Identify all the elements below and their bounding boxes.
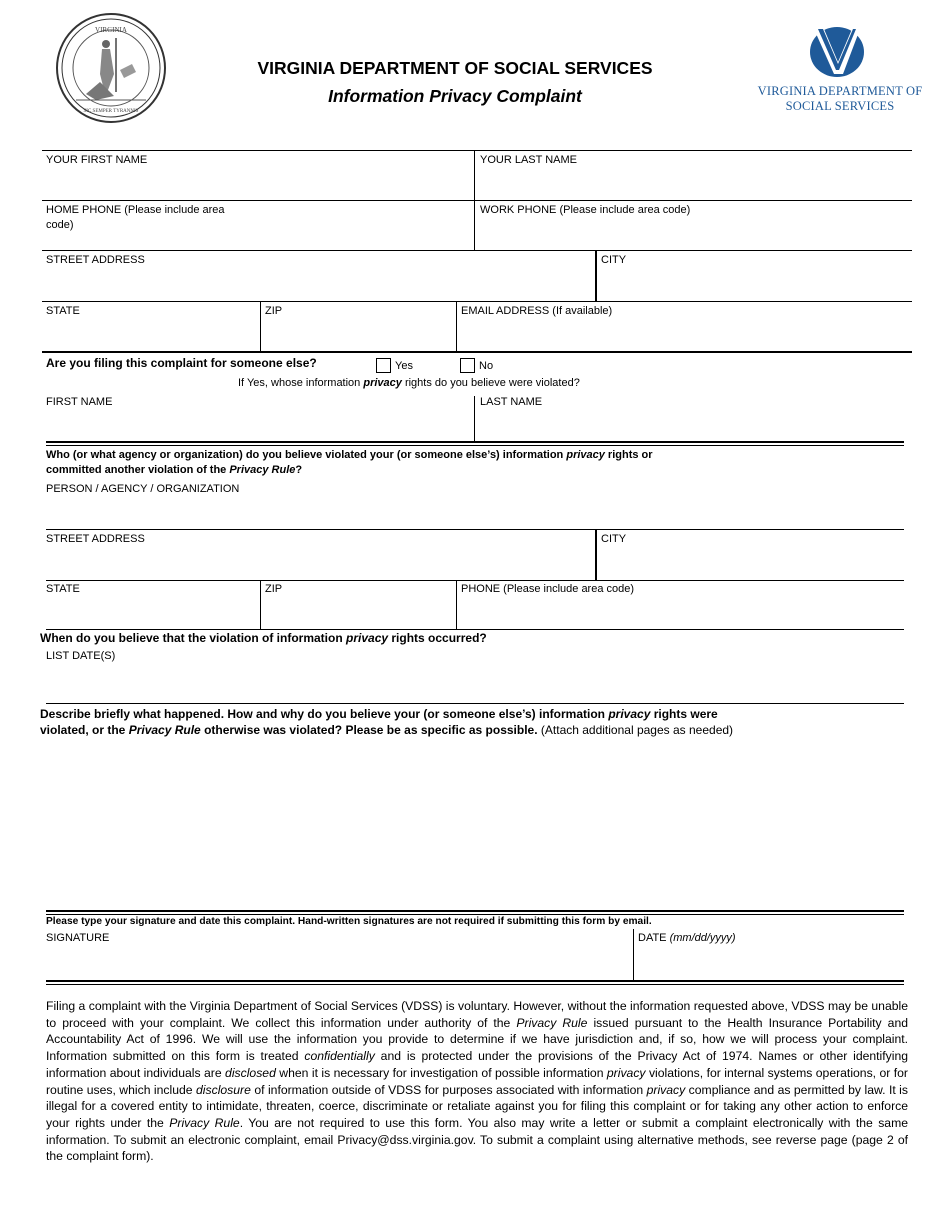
street-address-label: STREET ADDRESS bbox=[46, 254, 145, 266]
street-address-field[interactable] bbox=[44, 268, 592, 299]
org-label: PERSON / AGENCY / ORGANIZATION bbox=[46, 483, 240, 495]
vdss-logo-icon bbox=[808, 26, 866, 78]
notice-e5: disclosure bbox=[196, 1082, 251, 1097]
no-label: No bbox=[479, 360, 494, 372]
describe-l1-post: rights were bbox=[650, 707, 718, 721]
notice-t3: and is protected under the provisions of the Privacy Act of 1974. Names or other identifying information about individuals are bbox=[46, 1049, 908, 1080]
when-question bbox=[40, 630, 487, 646]
email-label: EMAIL ADDRESS (If available) bbox=[461, 305, 613, 317]
zip-field[interactable] bbox=[263, 319, 454, 350]
notice-t5: violations, for internal systems operations, or for routine uses, which include bbox=[46, 1065, 908, 1097]
violator-q3: committed another violation of the bbox=[46, 464, 230, 476]
notice-t1: Filing a complaint with the Virginia Department of Social Services (VDSS) is voluntary. However, without the information requested above, VDSS may be unable to proceed with your complaint. We collect this information under authority of the bbox=[46, 999, 908, 1030]
whose-rights-subtitle bbox=[238, 376, 580, 391]
org-field[interactable] bbox=[44, 498, 902, 528]
signature-instruction: Please type your signature and date this complaint. Hand-written signatures are not required if submitting this form by email. bbox=[46, 916, 652, 927]
home-phone-label-line1: HOME PHONE (Please include area bbox=[46, 204, 225, 216]
describe-l1-pre: Describe briefly what happened. How and why do you believe your (or someone else’s) information bbox=[40, 707, 609, 721]
sub-em: privacy bbox=[363, 377, 402, 389]
zip-label: ZIP bbox=[265, 305, 283, 317]
describe-textarea[interactable] bbox=[40, 742, 904, 906]
notice-e2: confidentially bbox=[304, 1049, 375, 1064]
violator-city-label: CITY bbox=[601, 533, 627, 545]
work-phone-label: WORK PHONE (Please include area code) bbox=[480, 204, 691, 216]
logo-line-2: SOCIAL SERVICES bbox=[785, 99, 895, 113]
describe-l1-em: privacy bbox=[608, 707, 651, 721]
describe-l2-note: (Attach additional pages as needed) bbox=[537, 723, 734, 737]
violator-street-field[interactable] bbox=[44, 547, 592, 578]
notice-e4: privacy bbox=[606, 1065, 646, 1080]
notice-t7: compliance and as permitted by law. It is illegal for a covered entity to intimidate, threaten, coerce, discriminate or retaliate against you for filing this complaint or for taking any other action to enforce your rights under the bbox=[46, 1082, 908, 1130]
describe-l2-em: Privacy Rule bbox=[128, 723, 201, 737]
privacy-notice bbox=[46, 998, 908, 1165]
violator-state-label: STATE bbox=[46, 583, 80, 595]
describe-l2-pre: violated, or the bbox=[40, 723, 129, 737]
violator-city-field[interactable] bbox=[599, 547, 902, 578]
violator-state-field[interactable] bbox=[44, 597, 258, 628]
no-checkbox[interactable] bbox=[460, 358, 475, 373]
list-dates-field[interactable] bbox=[44, 665, 902, 702]
last-name-field[interactable] bbox=[476, 165, 910, 199]
other-first-name-field[interactable] bbox=[44, 410, 472, 440]
violator-question bbox=[46, 448, 746, 478]
virginia-seal bbox=[54, 12, 168, 124]
state-label: STATE bbox=[46, 305, 80, 317]
violator-q3-em: Privacy Rule bbox=[229, 464, 296, 476]
when-q-em: privacy bbox=[346, 631, 389, 645]
yes-label: Yes bbox=[395, 360, 413, 372]
signature-label: SIGNATURE bbox=[46, 932, 110, 944]
date-label-text: DATE bbox=[638, 932, 670, 944]
violator-phone-label: PHONE (Please include area code) bbox=[461, 583, 635, 595]
violator-street-label: STREET ADDRESS bbox=[46, 533, 145, 545]
notice-t4: when it is necessary for investigation of possible information bbox=[275, 1065, 607, 1080]
state-field[interactable] bbox=[44, 319, 258, 350]
seal-motto: SIC SEMPER TYRANNIS bbox=[83, 109, 139, 114]
violator-zip-field[interactable] bbox=[263, 597, 454, 628]
logo-line-1: VIRGINIA DEPARTMENT OF bbox=[757, 84, 923, 98]
violator-q1: Who (or what agency or organization) do you believe violated your (or someone else’s) information bbox=[46, 449, 567, 461]
seal-text: VIRGINIA bbox=[95, 26, 127, 34]
email-field[interactable] bbox=[459, 319, 910, 350]
home-phone-field[interactable] bbox=[44, 232, 472, 249]
notice-e1: Privacy Rule bbox=[516, 1015, 588, 1030]
list-dates-label: LIST DATE(S) bbox=[46, 650, 116, 662]
when-q-pre: When do you believe that the violation of information bbox=[40, 631, 347, 645]
describe-question bbox=[40, 706, 900, 738]
first-name-label: YOUR FIRST NAME bbox=[46, 154, 148, 166]
other-first-name-label: FIRST NAME bbox=[46, 396, 113, 408]
yes-checkbox[interactable] bbox=[376, 358, 391, 373]
notice-e3: disclosed bbox=[225, 1065, 276, 1080]
other-last-name-field[interactable] bbox=[476, 410, 910, 440]
notice-t8: . You are not required to use this form. You also may write a letter or submit a complaint electronically with the same information. To submit an electronic complaint, email Privacy@dss.virginia.gov. To submit a complaint using alternative methods, see reverse page (page 2 of the complaint form). bbox=[46, 1115, 909, 1164]
describe-l2-post: otherwise was violated? Please be as specific as possible. bbox=[200, 723, 538, 737]
sub-post: rights do you believe were violated? bbox=[401, 377, 580, 389]
work-phone-field[interactable] bbox=[476, 218, 910, 249]
when-q-post: rights occurred? bbox=[388, 631, 487, 645]
home-phone-label bbox=[46, 203, 225, 233]
agency-title: VIRGINIA DEPARTMENT OF SOCIAL SERVICES bbox=[257, 58, 653, 78]
violator-zip-label: ZIP bbox=[265, 583, 283, 595]
city-field[interactable] bbox=[599, 268, 910, 299]
city-label: CITY bbox=[601, 254, 627, 266]
violator-phone-field[interactable] bbox=[459, 597, 902, 628]
first-name-field[interactable] bbox=[44, 165, 472, 199]
vdss-logo-text bbox=[748, 84, 932, 114]
violator-q2: rights or bbox=[604, 449, 653, 461]
someone-else-question: Are you filing this complaint for someone else? bbox=[46, 356, 317, 370]
violator-q3-end: ? bbox=[295, 464, 303, 476]
sub-pre: If Yes, whose information bbox=[238, 377, 364, 389]
date-field[interactable] bbox=[636, 947, 904, 979]
home-phone-label-line2: code) bbox=[46, 219, 74, 231]
notice-e7: Privacy Rule bbox=[169, 1115, 240, 1130]
notice-t6: of information outside of VDSS for purposes associated with information bbox=[250, 1082, 647, 1097]
last-name-label: YOUR LAST NAME bbox=[480, 154, 577, 166]
form-title: Information Privacy Complaint bbox=[328, 86, 582, 106]
violator-q-em: privacy bbox=[566, 449, 605, 461]
date-format: (mm/dd/yyyy) bbox=[669, 932, 736, 944]
date-label bbox=[638, 931, 736, 946]
notice-t2: issued pursuant to the Health Insurance Portability and Accountability Act of 1996. We will use the information you provide to determine if we have jurisdiction and, if so, how we will process your complaint. Information submitted on this form is treated bbox=[46, 1015, 908, 1064]
notice-e6: privacy bbox=[646, 1082, 686, 1097]
other-last-name-label: LAST NAME bbox=[480, 396, 543, 408]
signature-field[interactable] bbox=[44, 947, 630, 979]
